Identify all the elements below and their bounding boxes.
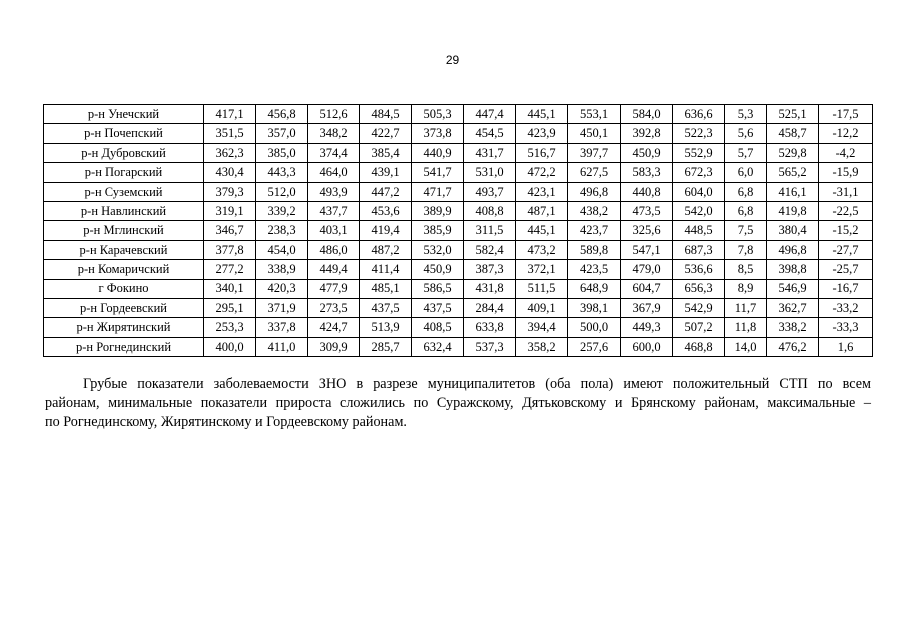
district-name-cell: р-н Гордеевский (44, 298, 204, 317)
value-cell: 253,3 (204, 318, 256, 337)
value-cell: 600,0 (621, 337, 673, 356)
district-name-cell: р-н Дубровский (44, 143, 204, 162)
district-name-cell: р-н Почепский (44, 124, 204, 143)
table-row (44, 279, 873, 298)
value-cell: 5,3 (725, 105, 767, 124)
table-row (44, 221, 873, 240)
value-cell: 357,0 (256, 124, 308, 143)
value-cell: 273,5 (308, 298, 360, 317)
value-cell: 537,3 (464, 337, 516, 356)
value-cell: 484,5 (360, 105, 412, 124)
value-cell: 398,1 (568, 298, 621, 317)
value-cell: 493,9 (308, 182, 360, 201)
value-cell: 447,2 (360, 182, 412, 201)
district-name-cell: р-н Жирятинский (44, 318, 204, 337)
value-cell: 424,7 (308, 318, 360, 337)
value-cell: 505,3 (412, 105, 464, 124)
value-cell: 423,7 (568, 221, 621, 240)
value-cell: 409,1 (516, 298, 568, 317)
value-cell: 374,4 (308, 143, 360, 162)
value-cell: 337,8 (256, 318, 308, 337)
value-cell: -17,5 (819, 105, 873, 124)
value-cell: 443,3 (256, 163, 308, 182)
value-cell: 454,5 (464, 124, 516, 143)
value-cell: 512,6 (308, 105, 360, 124)
value-cell: 449,4 (308, 260, 360, 279)
value-cell: 583,3 (621, 163, 673, 182)
value-cell: 627,5 (568, 163, 621, 182)
value-cell: 420,3 (256, 279, 308, 298)
value-cell: 411,4 (360, 260, 412, 279)
value-cell: 431,7 (464, 143, 516, 162)
value-cell: 371,9 (256, 298, 308, 317)
value-cell: 377,8 (204, 240, 256, 259)
value-cell: 437,7 (308, 201, 360, 220)
value-cell: 656,3 (673, 279, 725, 298)
value-cell: 6,8 (725, 201, 767, 220)
value-cell: 487,2 (360, 240, 412, 259)
value-cell: 257,6 (568, 337, 621, 356)
value-cell: -33,3 (819, 318, 873, 337)
value-cell: 458,7 (767, 124, 819, 143)
value-cell: 400,0 (204, 337, 256, 356)
value-cell: 445,1 (516, 221, 568, 240)
value-cell: 477,9 (308, 279, 360, 298)
value-cell: 542,0 (673, 201, 725, 220)
value-cell: -12,2 (819, 124, 873, 143)
value-cell: 392,8 (621, 124, 673, 143)
value-cell: 473,5 (621, 201, 673, 220)
value-cell: 238,3 (256, 221, 308, 240)
value-cell: 416,1 (767, 182, 819, 201)
value-cell: 348,2 (308, 124, 360, 143)
value-cell: 450,9 (621, 143, 673, 162)
district-name-cell: р-н Суземский (44, 182, 204, 201)
value-cell: 385,0 (256, 143, 308, 162)
page-number: 29 (445, 53, 460, 67)
value-cell: 604,0 (673, 182, 725, 201)
value-cell: 5,7 (725, 143, 767, 162)
value-cell: 431,8 (464, 279, 516, 298)
value-cell: 373,8 (412, 124, 464, 143)
value-cell: 311,5 (464, 221, 516, 240)
value-cell: 450,1 (568, 124, 621, 143)
value-cell: 277,2 (204, 260, 256, 279)
value-cell: 403,1 (308, 221, 360, 240)
value-cell: 372,1 (516, 260, 568, 279)
value-cell: 8,5 (725, 260, 767, 279)
value-cell: 408,8 (464, 201, 516, 220)
value-cell: 11,8 (725, 318, 767, 337)
value-cell: -15,2 (819, 221, 873, 240)
district-name-cell: р-н Погарский (44, 163, 204, 182)
value-cell: 536,6 (673, 260, 725, 279)
value-cell: 6,8 (725, 182, 767, 201)
value-cell: 500,0 (568, 318, 621, 337)
value-cell: 584,0 (621, 105, 673, 124)
value-cell: 437,5 (360, 298, 412, 317)
value-cell: -15,9 (819, 163, 873, 182)
value-cell: 479,0 (621, 260, 673, 279)
value-cell: 423,1 (516, 182, 568, 201)
value-cell: 367,9 (621, 298, 673, 317)
value-cell: 14,0 (725, 337, 767, 356)
value-cell: -33,2 (819, 298, 873, 317)
value-cell: 379,3 (204, 182, 256, 201)
value-cell: 648,9 (568, 279, 621, 298)
value-cell: 447,4 (464, 105, 516, 124)
table-row (44, 163, 873, 182)
table-row (44, 337, 873, 356)
value-cell: 5,6 (725, 124, 767, 143)
value-cell: 295,1 (204, 298, 256, 317)
district-name-cell: р-н Унечский (44, 105, 204, 124)
value-cell: 512,0 (256, 182, 308, 201)
value-cell: 531,0 (464, 163, 516, 182)
value-cell: 338,2 (767, 318, 819, 337)
value-cell: 397,7 (568, 143, 621, 162)
value-cell: -25,7 (819, 260, 873, 279)
value-cell: 471,7 (412, 182, 464, 201)
value-cell: 529,8 (767, 143, 819, 162)
value-cell: -27,7 (819, 240, 873, 259)
district-name-cell: г Фокино (44, 279, 204, 298)
table-row (44, 143, 873, 162)
value-cell: 8,9 (725, 279, 767, 298)
value-cell: 408,5 (412, 318, 464, 337)
table-row (44, 260, 873, 279)
value-cell: 385,9 (412, 221, 464, 240)
value-cell: 385,4 (360, 143, 412, 162)
value-cell: 440,8 (621, 182, 673, 201)
value-cell: 440,9 (412, 143, 464, 162)
value-cell: 507,2 (673, 318, 725, 337)
value-cell: 582,4 (464, 240, 516, 259)
value-cell: 7,5 (725, 221, 767, 240)
table-row (44, 124, 873, 143)
table-row (44, 201, 873, 220)
value-cell: 456,8 (256, 105, 308, 124)
value-cell: 351,5 (204, 124, 256, 143)
district-name-cell: р-н Комаричский (44, 260, 204, 279)
value-cell: 394,4 (516, 318, 568, 337)
value-cell: 285,7 (360, 337, 412, 356)
value-cell: 439,1 (360, 163, 412, 182)
district-name-cell: р-н Рогнединский (44, 337, 204, 356)
value-cell: 604,7 (621, 279, 673, 298)
paragraph-line: по Рогнединскому, Жирятинскому и Гордеевскому районам. (45, 414, 407, 430)
value-cell: 11,7 (725, 298, 767, 317)
value-cell: 1,6 (819, 337, 873, 356)
value-cell: 380,4 (767, 221, 819, 240)
value-cell: 437,5 (412, 298, 464, 317)
value-cell: 672,3 (673, 163, 725, 182)
value-cell: 473,2 (516, 240, 568, 259)
value-cell: 586,5 (412, 279, 464, 298)
value-cell: 411,0 (256, 337, 308, 356)
value-cell: 633,8 (464, 318, 516, 337)
paragraph-line: районам, минимальные показатели прироста сложились по Суражскому, Дятьковскому и Брянскому районам, максимальные – (45, 395, 871, 411)
value-cell: 636,6 (673, 105, 725, 124)
value-cell: 362,3 (204, 143, 256, 162)
value-cell: 468,8 (673, 337, 725, 356)
value-cell: 453,6 (360, 201, 412, 220)
value-cell: 547,1 (621, 240, 673, 259)
value-cell: 362,7 (767, 298, 819, 317)
value-cell: 419,4 (360, 221, 412, 240)
table-row (44, 298, 873, 317)
paragraph-line: Грубые показатели заболеваемости ЗНО в разрезе муниципалитетов (оба пола) имеют положительный СТП по всем (83, 376, 871, 392)
value-cell: 417,1 (204, 105, 256, 124)
value-cell: 325,6 (621, 221, 673, 240)
value-cell: 398,8 (767, 260, 819, 279)
value-cell: 358,2 (516, 337, 568, 356)
value-cell: 448,5 (673, 221, 725, 240)
value-cell: 532,0 (412, 240, 464, 259)
value-cell: 464,0 (308, 163, 360, 182)
table-body (44, 105, 873, 357)
value-cell: 454,0 (256, 240, 308, 259)
value-cell: 6,0 (725, 163, 767, 182)
value-cell: -4,2 (819, 143, 873, 162)
value-cell: 346,7 (204, 221, 256, 240)
summary-paragraph (45, 375, 871, 432)
value-cell: 449,3 (621, 318, 673, 337)
value-cell: 525,1 (767, 105, 819, 124)
value-cell: 485,1 (360, 279, 412, 298)
table-row (44, 105, 873, 124)
district-name-cell: р-н Карачевский (44, 240, 204, 259)
value-cell: 438,2 (568, 201, 621, 220)
value-cell: 422,7 (360, 124, 412, 143)
value-cell: 339,2 (256, 201, 308, 220)
value-cell: 513,9 (360, 318, 412, 337)
value-cell: 589,8 (568, 240, 621, 259)
value-cell: 632,4 (412, 337, 464, 356)
incidence-table (43, 104, 873, 357)
value-cell: 319,1 (204, 201, 256, 220)
value-cell: 419,8 (767, 201, 819, 220)
value-cell: 487,1 (516, 201, 568, 220)
value-cell: 546,9 (767, 279, 819, 298)
value-cell: 338,9 (256, 260, 308, 279)
value-cell: 389,9 (412, 201, 464, 220)
value-cell: 496,8 (568, 182, 621, 201)
value-cell: 340,1 (204, 279, 256, 298)
district-name-cell: р-н Мглинский (44, 221, 204, 240)
value-cell: 7,8 (725, 240, 767, 259)
value-cell: 522,3 (673, 124, 725, 143)
value-cell: -31,1 (819, 182, 873, 201)
value-cell: 423,5 (568, 260, 621, 279)
value-cell: 423,9 (516, 124, 568, 143)
value-cell: 450,9 (412, 260, 464, 279)
value-cell: 476,2 (767, 337, 819, 356)
value-cell: 430,4 (204, 163, 256, 182)
value-cell: 541,7 (412, 163, 464, 182)
value-cell: 542,9 (673, 298, 725, 317)
value-cell: 445,1 (516, 105, 568, 124)
district-name-cell: р-н Навлинский (44, 201, 204, 220)
value-cell: 493,7 (464, 182, 516, 201)
value-cell: 387,3 (464, 260, 516, 279)
table-row (44, 182, 873, 201)
value-cell: -16,7 (819, 279, 873, 298)
value-cell: 553,1 (568, 105, 621, 124)
value-cell: 486,0 (308, 240, 360, 259)
value-cell: 552,9 (673, 143, 725, 162)
value-cell: 516,7 (516, 143, 568, 162)
value-cell: -22,5 (819, 201, 873, 220)
value-cell: 511,5 (516, 279, 568, 298)
value-cell: 309,9 (308, 337, 360, 356)
value-cell: 472,2 (516, 163, 568, 182)
table-row (44, 240, 873, 259)
value-cell: 496,8 (767, 240, 819, 259)
value-cell: 565,2 (767, 163, 819, 182)
value-cell: 687,3 (673, 240, 725, 259)
table-row (44, 318, 873, 337)
value-cell: 284,4 (464, 298, 516, 317)
